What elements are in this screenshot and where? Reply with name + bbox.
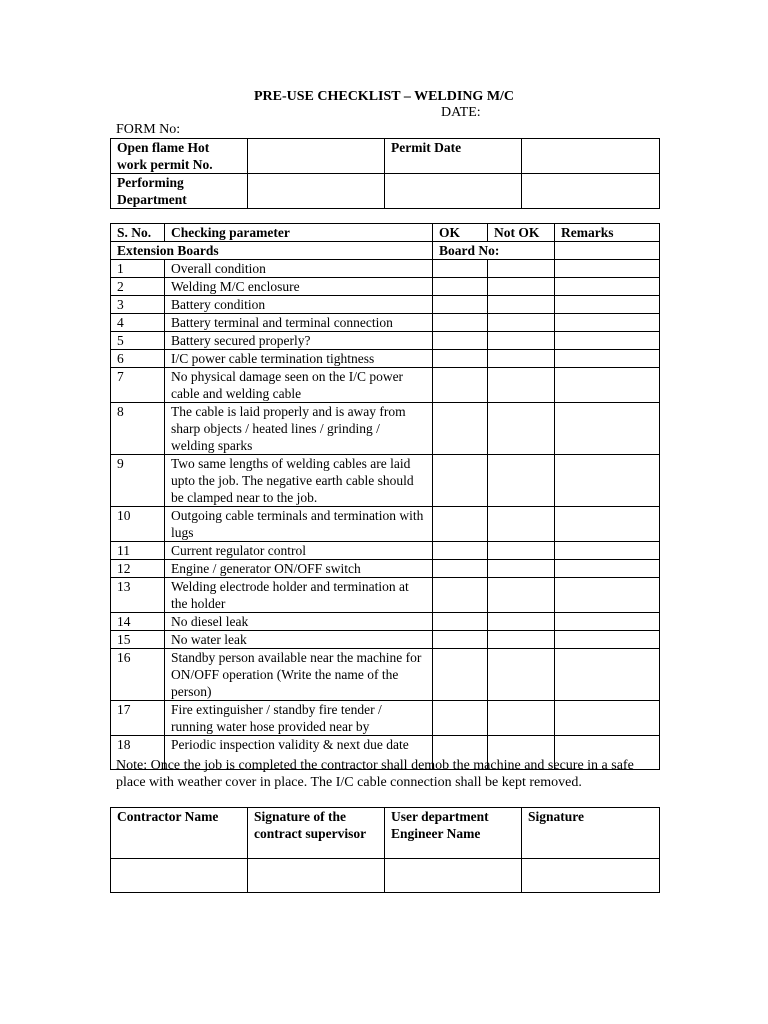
- signature-header: Signature: [522, 808, 660, 859]
- not-ok-cell[interactable]: [488, 350, 555, 368]
- item-number: 8: [111, 403, 165, 455]
- board-no-field[interactable]: [555, 242, 660, 260]
- not-ok-cell[interactable]: [488, 278, 555, 296]
- table-row: [111, 332, 660, 350]
- page-title: PRE-USE CHECKLIST – WELDING M/C: [253, 89, 515, 104]
- not-ok-cell[interactable]: [488, 368, 555, 403]
- department-field-2[interactable]: [385, 174, 522, 209]
- ok-cell[interactable]: [433, 578, 488, 613]
- remarks-cell[interactable]: [555, 649, 660, 701]
- contractor-name-field[interactable]: [111, 859, 248, 893]
- remarks-cell[interactable]: [555, 578, 660, 613]
- remarks-cell[interactable]: [555, 260, 660, 278]
- item-number: 13: [111, 578, 165, 613]
- department-field-1[interactable]: [248, 174, 385, 209]
- signature-header-row: [111, 808, 660, 859]
- not-ok-cell[interactable]: [488, 560, 555, 578]
- not-ok-cell[interactable]: [488, 314, 555, 332]
- item-number: 11: [111, 542, 165, 560]
- item-number: 10: [111, 507, 165, 542]
- not-ok-cell[interactable]: [488, 455, 555, 507]
- ok-cell[interactable]: [433, 403, 488, 455]
- section-label: Extension Boards: [111, 242, 433, 260]
- permit-date-field[interactable]: [522, 139, 660, 174]
- remarks-cell[interactable]: [555, 368, 660, 403]
- table-row: [111, 260, 660, 278]
- remarks-cell[interactable]: [555, 542, 660, 560]
- item-parameter: Engine / generator ON/OFF switch: [165, 560, 433, 578]
- not-ok-cell[interactable]: [488, 332, 555, 350]
- item-parameter: Battery condition: [165, 296, 433, 314]
- item-parameter: Battery terminal and terminal connection: [165, 314, 433, 332]
- ok-cell[interactable]: [433, 560, 488, 578]
- item-number: 16: [111, 649, 165, 701]
- header-remarks: Remarks: [555, 224, 660, 242]
- not-ok-cell[interactable]: [488, 296, 555, 314]
- item-parameter: Current regulator control: [165, 542, 433, 560]
- item-number: 17: [111, 701, 165, 736]
- table-row: [111, 278, 660, 296]
- remarks-cell[interactable]: [555, 403, 660, 455]
- header-ok: OK: [433, 224, 488, 242]
- ok-cell[interactable]: [433, 278, 488, 296]
- ok-cell[interactable]: [433, 455, 488, 507]
- item-parameter: No water leak: [165, 631, 433, 649]
- performing-department-label: Performing Department: [111, 174, 248, 209]
- item-parameter: Outgoing cable terminals and termination with lugs: [165, 507, 433, 542]
- item-number: 18: [111, 736, 165, 770]
- department-field-3[interactable]: [522, 174, 660, 209]
- ok-cell[interactable]: [433, 368, 488, 403]
- date-label: DATE:: [441, 105, 481, 120]
- remarks-cell[interactable]: [555, 701, 660, 736]
- remarks-cell[interactable]: [555, 455, 660, 507]
- remarks-cell[interactable]: [555, 507, 660, 542]
- permit-no-field[interactable]: [248, 139, 385, 174]
- item-parameter: Welding electrode holder and termination at the holder: [165, 578, 433, 613]
- table-row: [111, 507, 660, 542]
- item-number: 1: [111, 260, 165, 278]
- remarks-cell[interactable]: [555, 350, 660, 368]
- item-number: 12: [111, 560, 165, 578]
- table-row: [111, 314, 660, 332]
- item-number: 15: [111, 631, 165, 649]
- header-parameter: Checking parameter: [165, 224, 433, 242]
- contractor-name-header: Contractor Name: [111, 808, 248, 859]
- board-no-label: Board No:: [433, 242, 555, 260]
- remarks-cell[interactable]: [555, 613, 660, 631]
- table-row: [111, 578, 660, 613]
- permit-row: [111, 139, 660, 174]
- not-ok-cell[interactable]: [488, 578, 555, 613]
- not-ok-cell[interactable]: [488, 403, 555, 455]
- remarks-cell[interactable]: [555, 296, 660, 314]
- not-ok-cell[interactable]: [488, 507, 555, 542]
- item-parameter: Battery secured properly?: [165, 332, 433, 350]
- permit-no-label: Open flame Hot work permit No.: [111, 139, 248, 174]
- item-parameter: Fire extinguisher / standby fire tender / running water hose provided near by: [165, 701, 433, 736]
- item-parameter: The cable is laid properly and is away from sharp objects / heated lines / grinding / welding sparks: [165, 403, 433, 455]
- ok-cell[interactable]: [433, 542, 488, 560]
- item-parameter: No physical damage seen on the I/C power cable and welding cable: [165, 368, 433, 403]
- table-row: [111, 560, 660, 578]
- engineer-name-header: User department Engineer Name: [385, 808, 522, 859]
- not-ok-cell[interactable]: [488, 260, 555, 278]
- checklist-header-row: [111, 224, 660, 242]
- item-number: 5: [111, 332, 165, 350]
- item-parameter: Standby person available near the machine for ON/OFF operation (Write the name of the person): [165, 649, 433, 701]
- table-row: [111, 542, 660, 560]
- ok-cell[interactable]: [433, 613, 488, 631]
- remarks-cell[interactable]: [555, 278, 660, 296]
- table-row: [111, 701, 660, 736]
- ok-cell[interactable]: [433, 260, 488, 278]
- item-parameter: Two same lengths of welding cables are laid upto the job. The negative earth cable should be clamped near to the job.: [165, 455, 433, 507]
- ok-cell[interactable]: [433, 701, 488, 736]
- permit-table: [110, 138, 660, 209]
- table-row: [111, 613, 660, 631]
- department-row: [111, 174, 660, 209]
- note-text: Note: Once the job is completed the contractor shall demob the machine and secure in a safe place with weather cover in place. The I/C cable connection shall be kept removed.: [116, 758, 634, 790]
- engineer-name-field[interactable]: [385, 859, 522, 893]
- item-number: 7: [111, 368, 165, 403]
- ok-cell[interactable]: [433, 631, 488, 649]
- item-number: 2: [111, 278, 165, 296]
- item-parameter: Overall condition: [165, 260, 433, 278]
- remarks-cell[interactable]: [555, 314, 660, 332]
- form-no-label: FORM No:: [116, 122, 181, 137]
- ok-cell[interactable]: [433, 332, 488, 350]
- section-row: [111, 242, 660, 260]
- checklist-table: [110, 223, 660, 770]
- ok-cell[interactable]: [433, 314, 488, 332]
- not-ok-cell[interactable]: [488, 631, 555, 649]
- remarks-cell[interactable]: [555, 332, 660, 350]
- table-row: [111, 403, 660, 455]
- table-row: [111, 368, 660, 403]
- supervisor-signature-header: Signature of the contract supervisor: [248, 808, 385, 859]
- remarks-cell[interactable]: [555, 560, 660, 578]
- header-not-ok: Not OK: [488, 224, 555, 242]
- item-parameter: I/C power cable termination tightness: [165, 350, 433, 368]
- table-row: [111, 455, 660, 507]
- supervisor-signature-field[interactable]: [248, 859, 385, 893]
- item-number: 6: [111, 350, 165, 368]
- not-ok-cell[interactable]: [488, 701, 555, 736]
- permit-date-label: Permit Date: [385, 139, 522, 174]
- signature-entry-row: [111, 859, 660, 893]
- item-number: 9: [111, 455, 165, 507]
- not-ok-cell[interactable]: [488, 613, 555, 631]
- item-parameter: Welding M/C enclosure: [165, 278, 433, 296]
- item-number: 14: [111, 613, 165, 631]
- item-parameter: Periodic inspection validity & next due date: [165, 736, 433, 770]
- item-number: 4: [111, 314, 165, 332]
- not-ok-cell[interactable]: [488, 542, 555, 560]
- table-row: [111, 649, 660, 701]
- item-number: 3: [111, 296, 165, 314]
- signature-table: [110, 807, 660, 893]
- header-sno: S. No.: [111, 224, 165, 242]
- table-row: [111, 350, 660, 368]
- ok-cell[interactable]: [433, 507, 488, 542]
- table-row: [111, 631, 660, 649]
- item-parameter: No diesel leak: [165, 613, 433, 631]
- remarks-cell[interactable]: [555, 631, 660, 649]
- ok-cell[interactable]: [433, 296, 488, 314]
- ok-cell[interactable]: [433, 649, 488, 701]
- signature-field[interactable]: [522, 859, 660, 893]
- ok-cell[interactable]: [433, 350, 488, 368]
- table-row: [111, 296, 660, 314]
- not-ok-cell[interactable]: [488, 649, 555, 701]
